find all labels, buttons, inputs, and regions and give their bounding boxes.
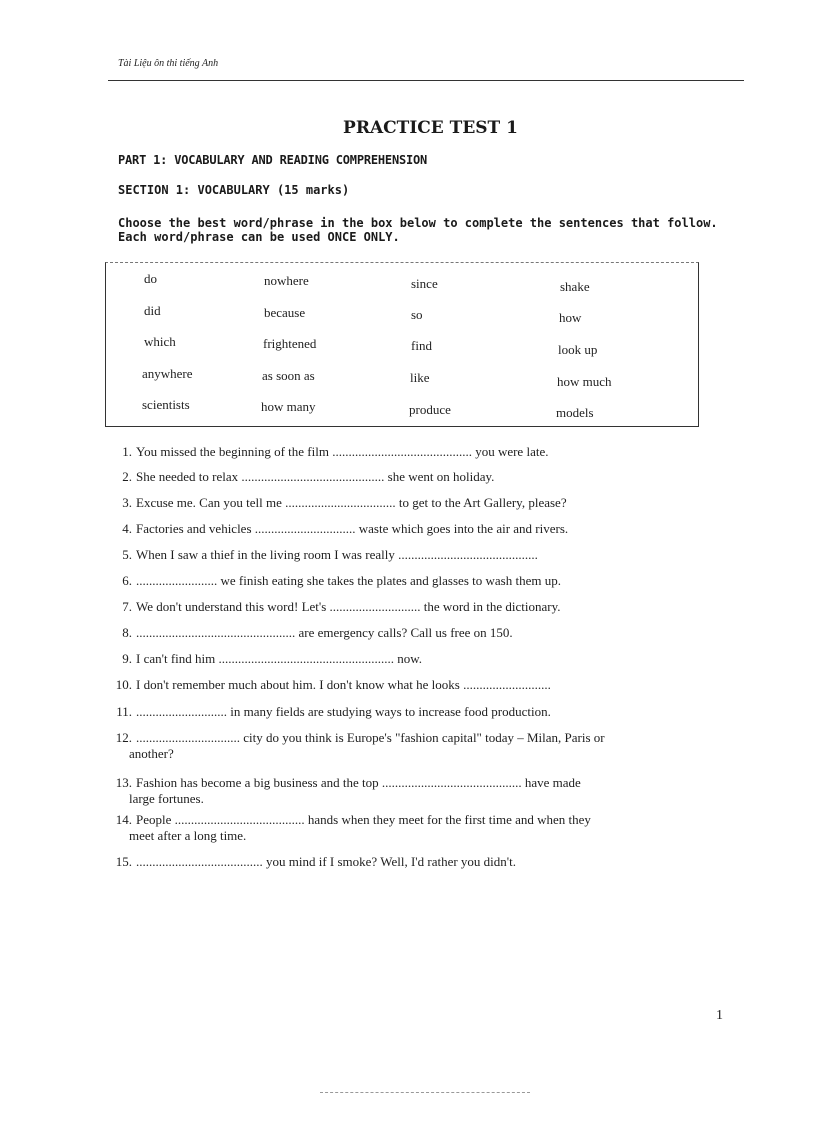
word-box-item: how much — [557, 374, 612, 389]
section-heading: SECTION 1: VOCABULARY (15 marks) — [118, 183, 350, 197]
question-text: ................................ city do you think is Europe's "fashion capital" today – Milan, Paris or — [136, 730, 605, 745]
part-heading: PART 1: VOCABULARY AND READING COMPREHENSION — [118, 153, 428, 167]
word-box-item: like — [410, 370, 430, 385]
question-number: 2. — [122, 469, 132, 484]
page-title: PRACTICE TEST 1 — [343, 118, 518, 138]
header-rule — [108, 80, 744, 81]
word-box-item: shake — [560, 279, 590, 294]
question-item — [100, 677, 740, 693]
question-number: 9. — [122, 651, 132, 666]
question-text: You missed the beginning of the film ........................................... you were late. — [136, 444, 549, 459]
question-item — [100, 775, 740, 807]
word-box-item: since — [411, 276, 438, 291]
question-text: When I saw a thief in the living room I was really ........................................... — [136, 547, 538, 562]
question-item — [100, 730, 740, 762]
question-text: She needed to relax ............................................ she went on holiday. — [136, 469, 495, 484]
word-box-item: look up — [558, 342, 598, 357]
question-number: 4. — [122, 521, 132, 536]
question-text: ................................................. are emergency calls? Call us free on 150. — [136, 625, 513, 640]
question-item — [100, 521, 740, 537]
page-number: 1 — [716, 1008, 723, 1023]
question-text: ......................... we finish eating she takes the plates and glasses to wash them up. — [136, 573, 561, 588]
question-number: 5. — [122, 547, 132, 562]
question-number: 3. — [122, 495, 132, 510]
question-text-continued: another? — [129, 746, 174, 761]
word-box-item: find — [411, 338, 432, 353]
question-number: 1. — [122, 444, 132, 459]
question-number: 12. — [115, 730, 132, 745]
question-number: 10. — [115, 677, 132, 692]
question-text: ....................................... you mind if I smoke? Well, I'd rather you didn't. — [136, 854, 516, 869]
word-box-item: which — [144, 334, 176, 349]
word-box-item: as soon as — [262, 368, 315, 383]
question-text: We don't understand this word! Let's ............................ the word in the dictionary. — [136, 599, 561, 614]
question-item — [100, 495, 740, 511]
question-number: 11. — [116, 704, 132, 719]
word-box-item: nowhere — [264, 273, 309, 288]
question-text: Factories and vehicles ............................... waste which goes into the air and rivers. — [136, 521, 569, 536]
word-box — [105, 262, 699, 427]
word-box-item: did — [144, 303, 161, 318]
question-number: 7. — [122, 599, 132, 614]
question-text: I can't find him ...................................................... now. — [136, 651, 423, 666]
footer-rule — [320, 1092, 530, 1093]
question-text: I don't remember much about him. I don't know what he looks ........................... — [136, 677, 551, 692]
word-box-item: how many — [261, 399, 316, 414]
question-item — [100, 547, 740, 563]
word-box-item: because — [264, 305, 306, 320]
word-box-item: do — [144, 271, 157, 286]
question-number: 8. — [122, 625, 132, 640]
question-number: 15. — [115, 854, 132, 869]
question-number: 14. — [115, 812, 132, 827]
word-box-item: models — [556, 405, 594, 420]
question-item — [100, 812, 740, 844]
document-header: Tài Liệu ôn thi tiếng Anh — [118, 58, 219, 69]
word-box-item: produce — [409, 402, 451, 417]
question-number: 6. — [122, 573, 132, 588]
word-box-item: scientists — [142, 397, 190, 412]
question-text: People ........................................ hands when they meet for the first time and when they — [136, 812, 591, 827]
question-item — [100, 573, 740, 589]
question-text: Excuse me. Can you tell me .................................. to get to the Art Gallery, please? — [136, 495, 567, 510]
instructions-line-2: Each word/phrase can be used ONCE ONLY. — [118, 230, 400, 244]
question-item — [100, 625, 740, 641]
question-text: ............................ in many fields are studying ways to increase food production. — [136, 704, 551, 719]
question-text: Fashion has become a big business and the top ........................................... have made — [136, 775, 581, 790]
question-item — [100, 599, 740, 615]
question-text-continued: large fortunes. — [129, 791, 204, 806]
question-number: 13. — [115, 775, 132, 790]
question-item — [100, 469, 740, 485]
word-box-item: how — [559, 310, 582, 325]
instructions-line-1: Choose the best word/phrase in the box below to complete the sentences that follow. — [118, 216, 718, 230]
question-item — [100, 854, 740, 870]
question-item — [100, 704, 740, 720]
question-item — [100, 444, 740, 460]
word-box-item: so — [411, 307, 423, 322]
word-box-item: anywhere — [142, 366, 193, 381]
question-item — [100, 651, 740, 667]
instructions — [118, 216, 718, 244]
word-box-item: frightened — [263, 336, 317, 351]
question-text-continued: meet after a long time. — [129, 828, 247, 843]
